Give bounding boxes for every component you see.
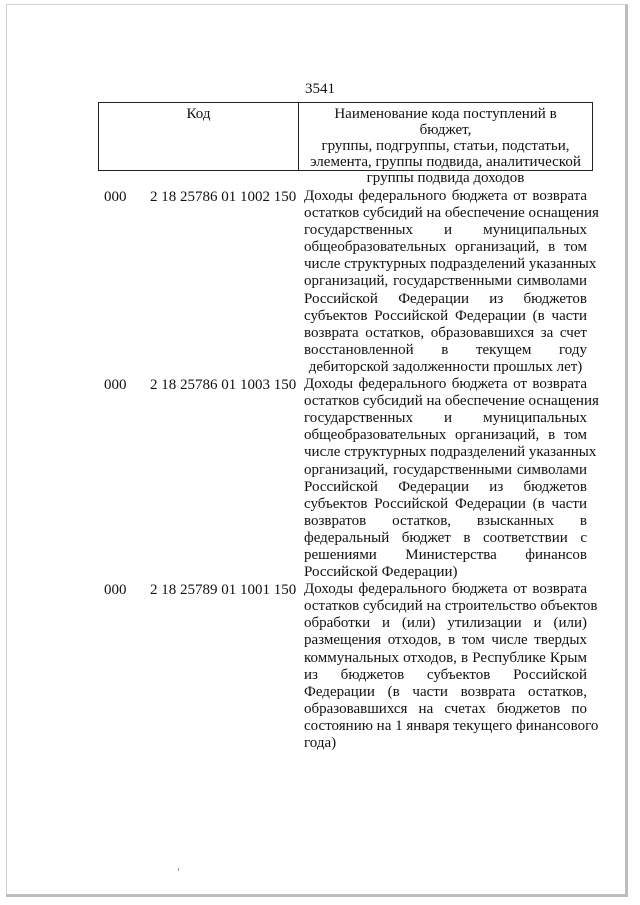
income-description (304, 581, 599, 752)
description-line: обработки и (или) утилизации и (или) (304, 615, 587, 632)
income-code: 2 18 25789 01 1001 150 (150, 582, 297, 599)
scan-speck (178, 868, 179, 871)
description-line: Федерации (в части возврата остатков, (304, 683, 587, 700)
description-line: дебиторской задолженности прошлых лет) (308, 358, 583, 375)
header-name-line: группы, подгруппы, статьи, подстатьи, (321, 138, 570, 154)
description-line: Российской Федерации) (304, 564, 458, 581)
table-header (98, 102, 593, 186)
description-line: числе структурных подразделений указанных (304, 256, 597, 273)
description-line: государственных и муниципальных (304, 410, 587, 427)
table-row (0, 188, 640, 376)
header-name-line: группы подвида доходов (366, 170, 525, 186)
description-line: Российской Федерации из бюджетов (304, 478, 587, 495)
description-line: организаций, государственными символами (304, 273, 587, 290)
description-line: Доходы федерального бюджета от возврата (304, 376, 587, 393)
description-line: государственных и муниципальных (304, 222, 587, 239)
header-code-cell: Код (99, 103, 299, 170)
description-line: образовавшихся на счетах бюджетов по (304, 700, 587, 717)
admin-code: 000 (104, 189, 127, 205)
description-line: из бюджетов субъектов Российской (304, 666, 587, 683)
header-name-cell (299, 103, 592, 186)
description-line: размещения отходов, в том числе твердых (304, 632, 587, 649)
description-line: состоянию на 1 января текущего финансового (304, 717, 599, 734)
description-line: коммунальных отходов, в Республике Крым (304, 649, 587, 666)
header-name-line: Наименование кода поступлений в бюджет, (334, 106, 557, 138)
description-line: организаций, государственными символами (304, 461, 587, 478)
table-row (0, 376, 640, 581)
description-line: Доходы федерального бюджета от возврата (304, 188, 587, 204)
description-line: субъектов Российской Федерации (в части (304, 307, 587, 324)
income-description (304, 376, 599, 581)
description-line: года) (304, 735, 337, 751)
description-line: числе структурных подразделений указанных (304, 444, 597, 461)
description-line: возвратов остатков, взысканных в (304, 512, 587, 529)
page-number: 3541 (305, 81, 335, 97)
income-codes-list (0, 188, 640, 752)
income-description (304, 188, 599, 376)
admin-code: 000 (104, 377, 127, 394)
header-name-line: элемента, группы подвида, аналитической (310, 154, 581, 170)
description-line: Доходы федерального бюджета от возврата (304, 581, 587, 598)
description-line: субъектов Российской Федерации (в части (304, 495, 587, 512)
description-line: общеобразовательных организаций, в том (304, 239, 587, 256)
description-line: решениями Министерства финансов (304, 546, 587, 563)
description-line: возврата остатков, образовавшихся за счет (304, 324, 587, 341)
description-line: Российской Федерации из бюджетов (304, 290, 587, 307)
description-line: федеральный бюджет в соответствии с (304, 529, 587, 546)
description-line: остатков субсидий на обеспечение оснащения (304, 205, 599, 222)
admin-code: 000 (104, 582, 127, 599)
description-line: общеобразовательных организаций, в том (304, 427, 587, 444)
description-line: остатков субсидий на обеспечение оснащения (304, 393, 599, 410)
income-code: 2 18 25786 01 1002 150 (150, 189, 297, 205)
table-row (0, 581, 640, 752)
income-code: 2 18 25786 01 1003 150 (150, 377, 297, 394)
description-line: восстановленной в текущем году (304, 341, 587, 358)
description-line: остатков субсидий на строительство объектов (304, 598, 598, 615)
